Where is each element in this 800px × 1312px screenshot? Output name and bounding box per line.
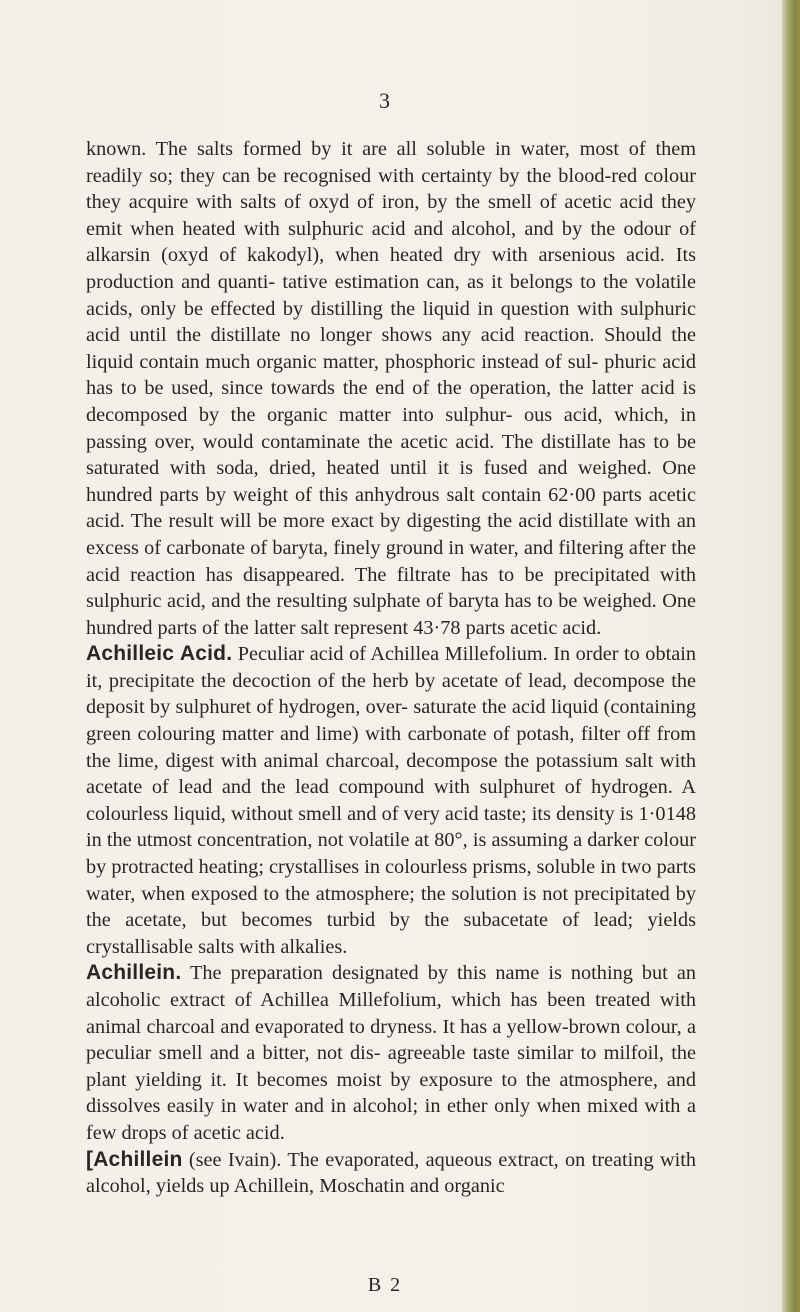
entry-heading: [Achillein bbox=[86, 1147, 183, 1171]
entry-body: The preparation designated by this name is nothing but an alcoholic extract of Achillea Millefolium, which has been treated with animal charcoal and evaporated to dryness. It has a yellow-brown colour, a peculiar smell and a bitter, not dis- agreeable taste similar to milfoil, the plant yielding it. It becomes moist by exposure to the atmosphere, and dissolves easily in water and in alcohol; in ether only when mixed with a few drops of acetic acid. bbox=[86, 962, 696, 1144]
entry-body: (see Ivain). The evaporated, aqueous extract, on treating with alcohol, yields up Achillein, Moschatin and organic bbox=[86, 1148, 696, 1198]
entry-heading: Achillein. bbox=[86, 961, 182, 985]
page-number: 3 bbox=[379, 88, 391, 113]
page-edge bbox=[782, 0, 800, 1312]
paragraph-acetic-acid-continued bbox=[86, 136, 696, 641]
entry-achilleic-acid bbox=[86, 641, 696, 960]
entry-heading: Achilleic Acid. bbox=[86, 642, 233, 666]
entry-achillein bbox=[86, 960, 696, 1146]
signature-mark: B 2 bbox=[367, 1274, 403, 1296]
body-text bbox=[86, 136, 696, 1200]
entry-body: Peculiar acid of Achillea Millefolium. In order to obtain it, precipitate the decoction of the herb by acetate of lead, decompose the deposit by sulphuret of hydrogen, over- saturate the acid liquid (containing green colouring matter and lime) with carbonate of potash, filter off from the lime, digest with animal charcoal, decompose the potassium salt with acetate of lead and the lead compound with sulphuret of hydrogen. A colourless liquid, without smell and of very acid taste; its density is 1·0148 in the utmost concentration, not volatile at 80°, is assuming a darker colour by protracted heating; crystallises in colourless prisms, soluble in two parts water, when exposed to the atmosphere; the solution is not precipitated by the acetate, but becomes turbid by the subacetate of lead; yields crystallisable salts with alkalies. bbox=[86, 643, 697, 958]
paragraph-body: known. The salts formed by it are all soluble in water, most of them readily so; they can be recognised with certainty by the blood-red colour they acquire with salts of oxyd of iron, by the smell of acetic acid they emit when heated with sulphuric acid and alcohol, and by the odour of alkarsin (oxyd of kakodyl), when heated dry with arsenious acid. Its production and quanti- tative estimation can, as it belongs to the volatile acids, only be effected by distilling the liquid in question with sulphuric acid until the distillate no longer shows any acid reaction. Should the liquid contain much organic matter, phosphoric instead of sul- phuric acid has to be used, since towards the end of the operation, the latter acid is decomposed by the organic matter into sulphur- ous acid, which, in passing over, would contaminate the acetic acid. The distillate has to be saturated with soda, dried, heated until it is fused and weighed. One hundred parts by weight of this anhydrous salt contain 62·00 parts acetic acid. The result will be more exact by digesting the acid distillate with an excess of carbonate of baryta, finely ground in water, and filtering after the acid reaction has disappeared. The filtrate has to be precipitated with sulphuric acid, and the resulting sulphate of baryta has to be weighed. One hundred parts of the latter salt represent 43·78 parts acetic acid. bbox=[86, 138, 696, 639]
entry-achillein-ivain bbox=[86, 1147, 696, 1200]
